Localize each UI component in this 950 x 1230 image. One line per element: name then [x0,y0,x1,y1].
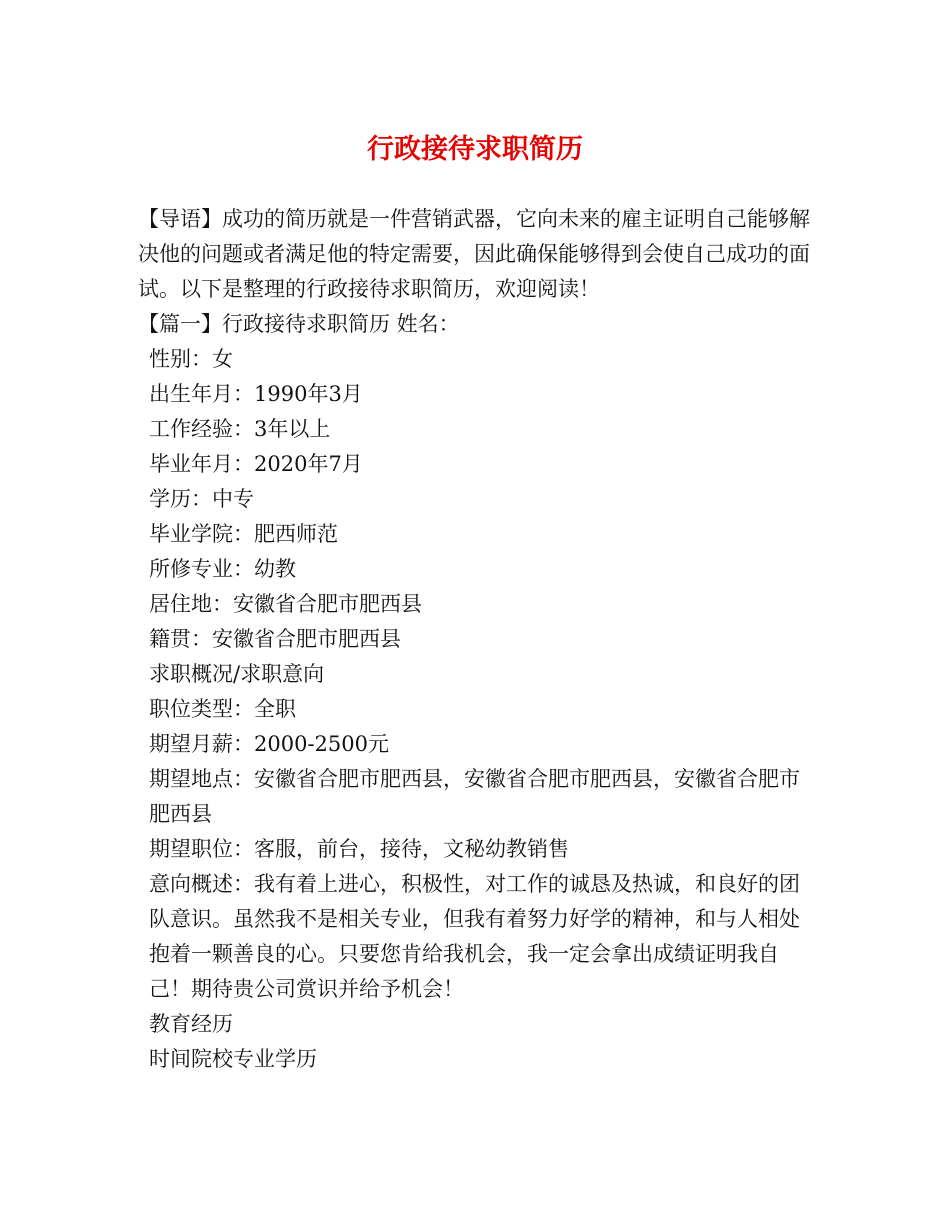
field-education: 学历：中专 [149,487,254,511]
field-school: 毕业学院：肥西师范 [149,522,338,546]
field-graduation: 毕业年月：2020年7月 [149,452,363,476]
intro-paragraph: 【导语】成功的简历就是一件营销武器，它向未来的雇主证明自己能够解决他的问题或者满足他的特定需要，因此确保能够得到会使自己成功的面试。以下是整理的行政接待求职简历，欢迎阅读！ [138,207,810,301]
field-major: 所修专业：幼教 [149,557,296,581]
subheading-job-intent: 求职概况/求职意向 [149,662,325,686]
field-experience: 工作经验：3年以上 [149,417,331,441]
field-summary: 意向概述：我有着上进心，积极性，对工作的诚恳及热诚，和良好的团队意识。虽然我不是相关专业，但我有着努力好学的精神，和与人相处抱着一颗善良的心。只要您肯给我机会，我一定会拿出成绩证明我自己！期待贵公司赏识并给予机会！ [149,872,800,1001]
field-gender: 性别：女 [149,347,233,371]
field-residence: 居住地：安徽省合肥市肥西县 [149,592,422,616]
education-table-header: 时间院校专业学历 [149,1047,317,1071]
section-heading: 【篇一】行政接待求职简历 姓名： [138,312,460,336]
field-origin: 籍贯：安徽省合肥市肥西县 [149,627,401,651]
field-birth: 出生年月：1990年3月 [149,382,363,406]
field-salary: 期望月薪：2000-2500元 [149,732,389,756]
document-title: 行政接待求职简历 [367,134,583,165]
document-body [138,202,814,1077]
field-location: 期望地点：安徽省合肥市肥西县，安徽省合肥市肥西县，安徽省合肥市肥西县 [149,767,800,826]
field-position: 期望职位：客服，前台，接待，文秘幼教销售 [149,837,569,861]
field-job-type: 职位类型：全职 [149,697,296,721]
subheading-education: 教育经历 [149,1012,233,1036]
